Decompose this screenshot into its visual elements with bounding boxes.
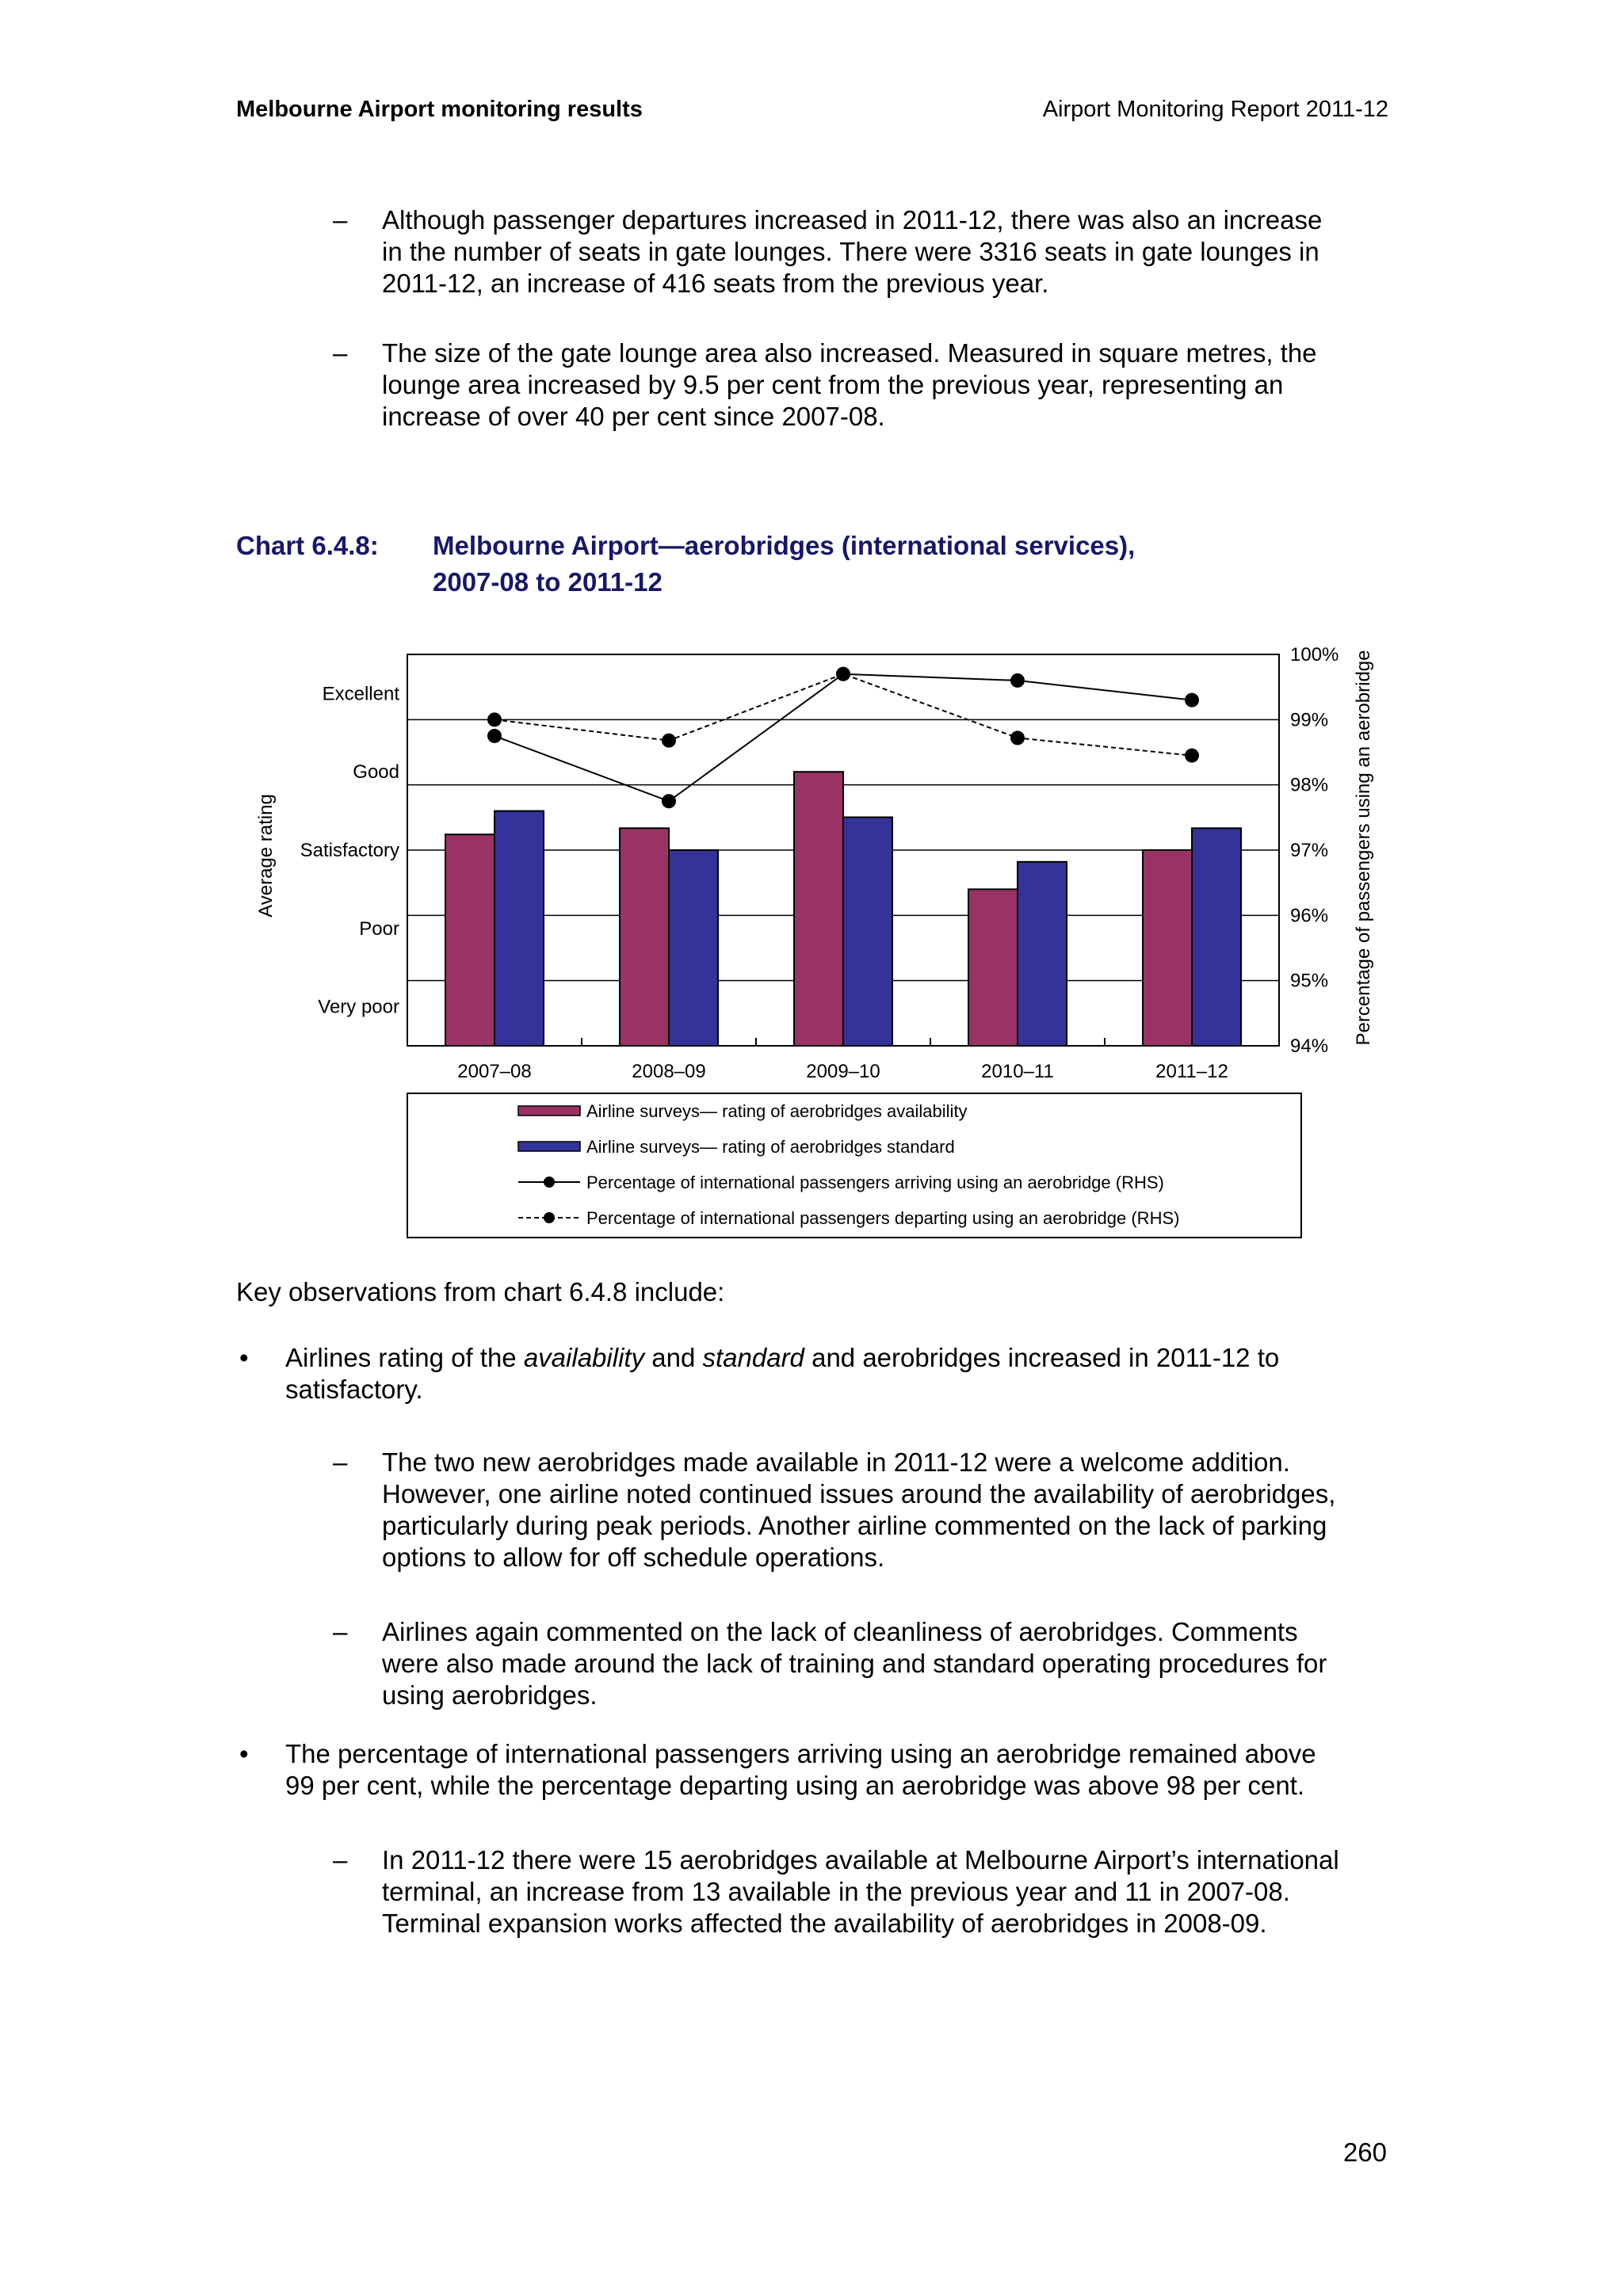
left-axis-title: Average rating	[255, 794, 277, 917]
right-tick-label: 97%	[1290, 840, 1329, 861]
legend-swatch	[518, 1106, 580, 1116]
observation-text	[382, 1447, 1387, 1573]
text-line: terminal, an increase from 13 available in the previous year and 11 in 2007-08.	[382, 1877, 1290, 1906]
text-line: in the number of seats in gate lounges. There were 3316 seats in gate lounges in	[382, 237, 1319, 266]
line-point	[836, 667, 850, 681]
bar	[1018, 862, 1067, 1046]
right-tick-label: 99%	[1290, 709, 1329, 731]
aerobridges-chart	[236, 618, 1401, 1252]
bar	[445, 834, 495, 1046]
text-line: satisfactory.	[285, 1375, 423, 1404]
bar	[1192, 828, 1241, 1046]
observation-text	[382, 1616, 1387, 1711]
legend-label: Airline surveys— rating of aerobridges availability	[586, 1101, 968, 1121]
left-axis-ticks	[300, 683, 400, 1017]
text-line: However, one airline noted continued issues around the availability of aerobridges,	[382, 1479, 1336, 1508]
chart-title-line: Melbourne Airport—aerobridges (international services),	[433, 531, 1136, 560]
bar	[620, 828, 669, 1046]
text-line: 99 per cent, while the percentage departing using an aerobridge was above 98 per cent.	[285, 1771, 1305, 1800]
text-line: 2011-12, an increase of 416 seats from the previous year.	[382, 269, 1049, 298]
dash-marker: –	[333, 1617, 348, 1646]
text-line: using aerobridges.	[382, 1680, 598, 1710]
text-line: particularly during peak periods. Another airline commented on the lack of parking	[382, 1511, 1327, 1540]
legend-marker	[544, 1212, 555, 1223]
right-tick-label: 95%	[1290, 970, 1329, 992]
legend-marker	[544, 1177, 555, 1188]
left-tick-label: Very poor	[318, 996, 399, 1018]
text-line: The two new aerobridges made available in 2011-12 were a welcome addition.	[382, 1447, 1290, 1477]
right-axis-title: Percentage of passengers using an aerobridge	[1353, 650, 1374, 1046]
left-tick-label: Good	[353, 761, 399, 784]
bullet-marker: •	[239, 1343, 249, 1372]
dash-marker: –	[333, 1845, 348, 1875]
text-line: In 2011-12 there were 15 aerobridges available at Melbourne Airport’s international	[382, 1845, 1339, 1875]
line-point	[487, 729, 502, 743]
legend-swatch	[518, 1142, 580, 1151]
right-tick-label: 98%	[1290, 774, 1329, 796]
line-point	[662, 734, 676, 748]
right-tick-label: 96%	[1290, 905, 1329, 927]
observation-text	[285, 1738, 1387, 1802]
observation-text	[382, 1844, 1387, 1939]
chart-title-line: 2007-08 to 2011-12	[433, 567, 663, 597]
running-header-report: Airport Monitoring Report 2011-12	[1042, 97, 1388, 122]
key-observations-intro: Key observations from chart 6.4.8 include:	[236, 1277, 725, 1306]
bar	[968, 889, 1018, 1046]
text-line: increase of over 40 per cent since 2007-08.	[382, 402, 885, 431]
left-tick-label: Excellent	[322, 683, 399, 705]
dash-marker: –	[333, 205, 348, 235]
line-point	[1010, 673, 1025, 688]
line-point	[662, 794, 676, 808]
text-line: Airlines rating of the availability and standard and aerobridges increased in 2011-12 to	[285, 1343, 1280, 1372]
text-line: were also made around the lack of training and standard operating procedures for	[382, 1649, 1327, 1678]
text-line: Airlines again commented on the lack of cleanliness of aerobridges. Comments	[382, 1617, 1298, 1646]
chart-label: Chart 6.4.8:	[236, 531, 379, 560]
dash-marker: –	[333, 338, 348, 368]
text-line: Terminal expansion works affected the availability of aerobridges in 2008-09.	[382, 1909, 1267, 1938]
intro-dash-text	[382, 338, 1387, 433]
x-tick-label: 2008–09	[632, 1061, 706, 1082]
bullet-marker: •	[239, 1739, 249, 1768]
text-line: lounge area increased by 9.5 per cent from the previous year, representing an	[382, 370, 1284, 399]
emphasis: availability	[523, 1343, 645, 1372]
observation-text	[285, 1342, 1387, 1405]
running-header-title: Melbourne Airport monitoring results	[236, 97, 643, 122]
dash-marker: –	[333, 1447, 348, 1477]
x-tick-label: 2009–10	[806, 1061, 880, 1082]
right-axis-ticks	[1290, 644, 1338, 1057]
chart-title	[433, 528, 1225, 601]
text-line: Although passenger departures increased in 2011-12, there was also an increase	[382, 205, 1323, 235]
left-tick-label: Satisfactory	[300, 840, 399, 861]
line-point	[487, 712, 502, 727]
bar	[843, 818, 892, 1046]
bar	[794, 772, 843, 1046]
line-point	[1185, 693, 1199, 707]
line-point	[1185, 749, 1199, 763]
legend-label: Airline surveys— rating of aerobridges standard	[586, 1137, 955, 1157]
intro-dash-text	[382, 204, 1387, 299]
text-line: The size of the gate lounge area also increased. Measured in square metres, the	[382, 338, 1317, 368]
emphasis: standard	[702, 1343, 804, 1372]
text-line: options to allow for off schedule operations.	[382, 1543, 885, 1572]
right-tick-label: 100%	[1290, 644, 1339, 666]
page-number: 260	[1342, 2138, 1387, 2167]
x-tick-label: 2007–08	[457, 1061, 532, 1082]
bar	[669, 850, 718, 1046]
x-tick-label: 2011–12	[1155, 1061, 1228, 1082]
legend-label: Percentage of international passengers arriving using an aerobridge (RHS)	[586, 1173, 1164, 1192]
right-tick-label: 94%	[1290, 1035, 1329, 1057]
legend-label: Percentage of international passengers departing using an aerobridge (RHS)	[586, 1208, 1180, 1228]
left-tick-label: Poor	[359, 917, 399, 940]
bar	[1143, 850, 1192, 1046]
bar	[495, 811, 544, 1046]
text-line: The percentage of international passengers arriving using an aerobridge remained above	[285, 1739, 1316, 1768]
line-point	[1010, 730, 1025, 745]
x-tick-label: 2010–11	[981, 1061, 1054, 1082]
